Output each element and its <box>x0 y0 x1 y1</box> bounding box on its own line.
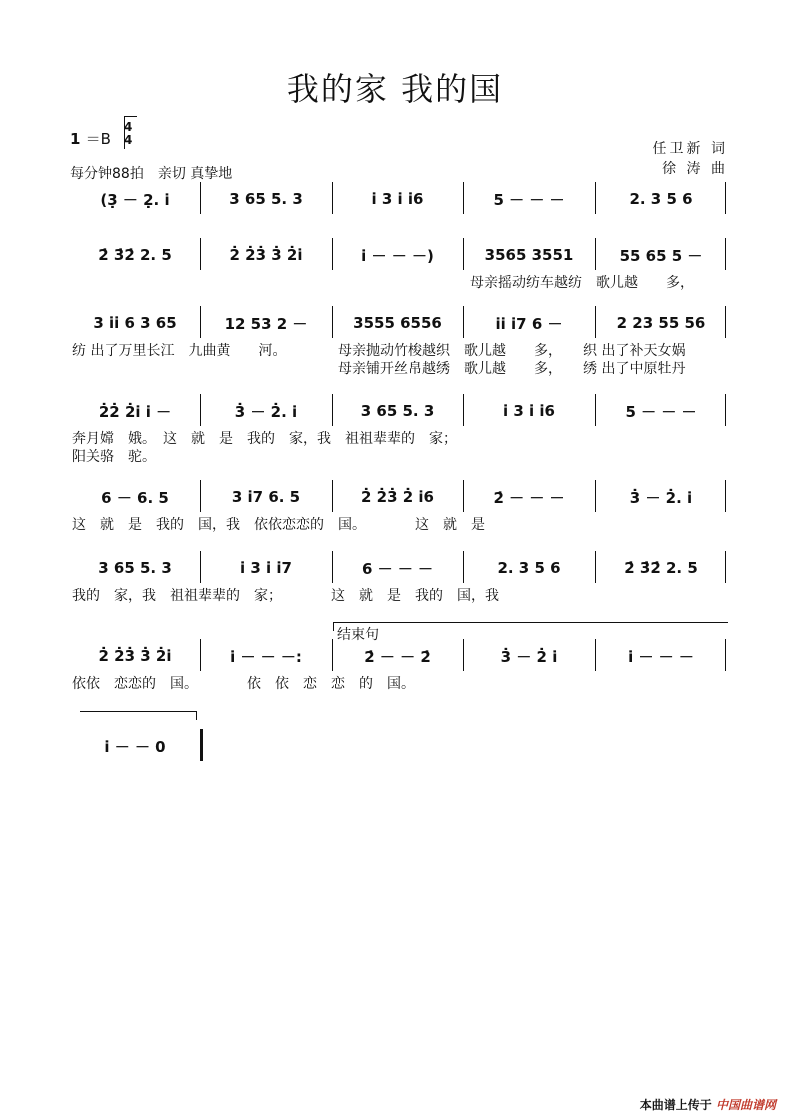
measure: 2̇ 2̇3̇ 3̇ 2̇i̇ <box>229 246 303 264</box>
bar-line <box>725 480 726 512</box>
lyrics-line: 依依 恋恋的 国。 依 依 恋 恋 的 国。 <box>72 676 415 692</box>
bar-line <box>595 238 596 270</box>
bar-line <box>595 394 596 426</box>
lyrics-line: 这 就 是 我的 国，我 依依恋恋的 国。 这 就 是 <box>72 517 485 533</box>
composer-credit: 徐 涛 曲 <box>662 161 728 177</box>
measure: i̇ － － － <box>628 647 694 666</box>
score-row <box>70 244 730 294</box>
bar-line <box>463 551 464 583</box>
bar-line <box>332 182 333 214</box>
measure: 2̇ 2̇3̇ 2̇ i̇6 <box>361 488 434 506</box>
measure: 2̇ 2̇3̇ 3̇ 2̇i̇ <box>98 647 172 665</box>
measure: 6 － 6. 5 <box>101 488 169 507</box>
bar-line <box>595 306 596 338</box>
lyricist-credit: 任卫新 词 <box>652 141 728 157</box>
measure: 3̇ － 2̇ i̇ <box>500 647 558 666</box>
measure: 2̇ － － － <box>493 488 565 507</box>
score-row <box>70 557 730 607</box>
bar-line <box>332 551 333 583</box>
bar-line <box>332 480 333 512</box>
time-signature <box>124 121 132 147</box>
bar-line <box>200 729 203 761</box>
measure: 2. 3 5 6 <box>497 559 561 577</box>
bar-line <box>200 306 201 338</box>
bar-line <box>463 182 464 214</box>
ending-bracket <box>333 622 728 631</box>
measure: i̇ － － 0 <box>104 737 166 756</box>
bar-line <box>463 394 464 426</box>
score-row <box>70 735 730 785</box>
bar-line <box>463 306 464 338</box>
bar-line <box>200 639 201 671</box>
measure: i̇ － － －) <box>361 246 434 265</box>
measure: 3̇ － 2̇. i̇ <box>234 402 298 421</box>
lyrics-line: 母亲抛动竹梭越织 歌儿越 多， 织 出了补天女娲 <box>338 343 686 359</box>
key-signature <box>70 128 111 149</box>
measure: 2̇ 3̇2̇ 2. 5 <box>98 246 172 264</box>
tempo-marking: 每分钟88拍 亲切 真挚地 <box>70 166 233 182</box>
bar-line <box>595 480 596 512</box>
bar-line <box>332 238 333 270</box>
bar-line <box>595 551 596 583</box>
lyrics-line: 母亲摇动纺车越纺 歌儿越 多， <box>470 275 694 291</box>
bar-line <box>725 238 726 270</box>
measure: 2̇ 3̇2̇ 2. 5 <box>624 559 698 577</box>
bar-line <box>595 182 596 214</box>
lyrics-line: 奔月嫦 娥。 这 就 是 我的 家，我 祖祖辈辈的 家； <box>72 431 457 447</box>
bar-line <box>200 182 201 214</box>
bar-line <box>200 480 201 512</box>
footer <box>640 1096 776 1113</box>
measure: 3̇ － 2̇. i̇ <box>629 488 693 507</box>
bar-line <box>725 551 726 583</box>
bar-line <box>332 306 333 338</box>
measure: 5 － － － <box>625 402 697 421</box>
score-row <box>70 400 730 465</box>
measure: 2̇2̇ 2̇i̇ i̇ － <box>98 402 172 421</box>
score-row <box>70 645 730 695</box>
measure: 2 23 55 56 <box>616 314 706 332</box>
score-row <box>70 486 730 536</box>
measure: 5 － － － <box>493 190 565 209</box>
measure: i̇ － － －: <box>230 647 302 666</box>
measure: 3565 3551 <box>484 246 574 264</box>
lyrics-line: 纺 出了万里长江 九曲黄 河。 <box>72 343 287 359</box>
measure: 3 65 5. 3 <box>229 190 303 208</box>
key-eq: ＝B <box>85 130 111 148</box>
bar-line <box>725 394 726 426</box>
measure: 12 53 2 － <box>224 314 308 333</box>
bar-line <box>595 639 596 671</box>
measure: 55 65 5 － <box>619 246 703 265</box>
lyrics-line: 阳关骆 驼。 <box>72 449 156 465</box>
measure: i̇i̇ i̇7 6 － <box>495 314 563 333</box>
bar-line <box>332 394 333 426</box>
score-row <box>70 188 730 238</box>
time-bottom: 4 <box>124 133 133 147</box>
footer-brand: 中国曲谱网 <box>715 1098 776 1112</box>
bar-line <box>200 238 201 270</box>
measure: 6 － － － <box>361 559 434 578</box>
measure: 3 65 5. 3 <box>360 402 435 420</box>
footer-prefix: 本曲谱上传于 <box>639 1098 712 1112</box>
measure: i̇ 3 i̇ i̇6 <box>503 402 555 420</box>
bar-line <box>725 306 726 338</box>
measure: 3 i̇i̇ 6 3 65 <box>93 314 177 332</box>
time-top: 4 <box>124 120 133 134</box>
lyrics-line: 母亲铺开丝帛越绣 歌儿越 多， 绣 出了中原牡丹 <box>338 361 686 377</box>
measure: i̇ 3 i̇ i̇7 <box>240 559 292 577</box>
measure: 3 65 5. 3 <box>98 559 172 577</box>
measure: 3555 6556 <box>353 314 442 332</box>
measure: 2. 3 5 6 <box>629 190 693 208</box>
ending-label: 结束句 <box>337 627 379 643</box>
bar-line <box>200 551 201 583</box>
bar-line <box>725 182 726 214</box>
measure: 3 i̇7 6. 5 <box>231 488 301 506</box>
ending-bracket-tail <box>80 711 197 720</box>
page-title: 我的家 我的国 <box>286 70 504 108</box>
measure: i̇ 3 i̇ i̇6 <box>371 190 424 208</box>
bar-line <box>463 480 464 512</box>
score-row <box>70 312 730 377</box>
lyrics-line: 我的 家，我 祖祖辈辈的 家； 这 就 是 我的 国，我 <box>72 588 499 604</box>
bar-line <box>200 394 201 426</box>
bar-line <box>725 639 726 671</box>
measure: 2̇ － － 2̇ <box>364 647 431 666</box>
bar-line <box>463 639 464 671</box>
key-one: 1 <box>70 130 81 148</box>
bar-line <box>463 238 464 270</box>
bar-line <box>332 639 333 671</box>
measure: (3̣ － 2̣. i̇ <box>100 190 170 209</box>
